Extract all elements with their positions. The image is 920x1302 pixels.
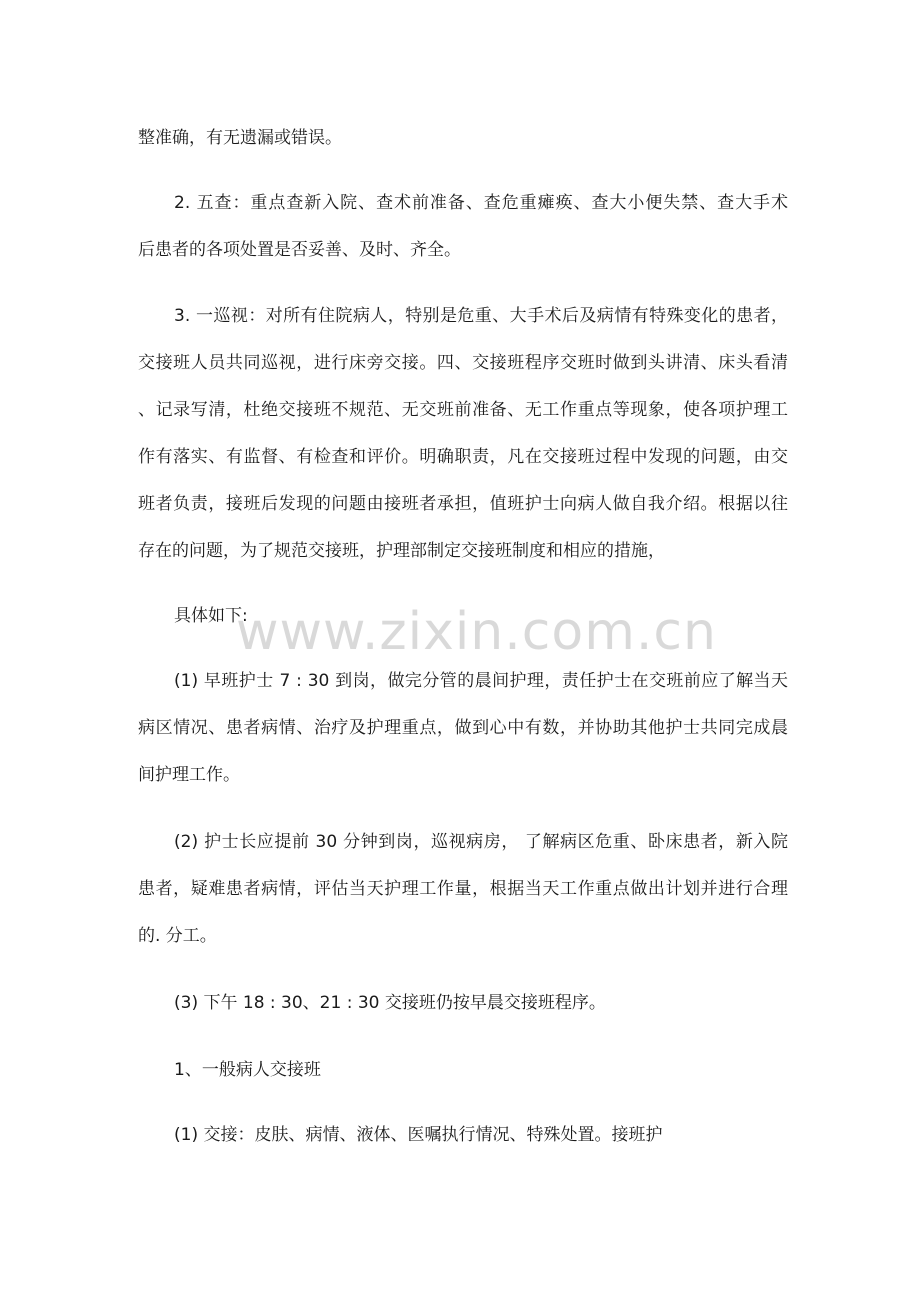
paragraph-line: 病区情况、患者病情、治疗及护理重点，做到心中有数，并协助其他护士共同完成晨 — [138, 718, 788, 738]
paragraph-line: 2. 五查：重点查新入院、查术前准备、查危重瘫痪、查大小便失禁、查大手术 — [174, 193, 788, 213]
paragraph-line: (3) 下午 18 : 30、21 : 30 交接班仍按早晨交接班程序。 — [174, 993, 606, 1013]
watermark-text: www.zixin.com.cn — [236, 602, 717, 662]
paragraph-line: (1) 交接：皮肤、病情、液体、医嘱执行情况、特殊处置。接班护 — [174, 1125, 663, 1145]
paragraph-line: 、记录写清，杜绝交接班不规范、无交班前准备、无工作重点等现象，使各项护理工 — [138, 400, 788, 420]
paragraph-line: 间护理工作。 — [138, 765, 240, 785]
paragraph-line: 的. 分工。 — [138, 926, 217, 946]
paragraph-line: 交接班人员共同巡视，进行床旁交接。四、交接班程序交班时做到头讲清、床头看清 — [138, 353, 788, 373]
paragraph-line: 3. 一巡视：对所有住院病人，特别是危重、大手术后及病情有特殊变化的患者， — [174, 306, 788, 326]
paragraph-line: 作有落实、有监督、有检查和评价。明确职责，凡在交接班过程中发现的问题，由交 — [138, 447, 788, 467]
section-heading: 1、一般病人交接班 — [174, 1060, 321, 1080]
paragraph-line: (1) 早班护士 7 : 30 到岗，做完分管的晨间护理，责任护士在交班前应了解当天 — [174, 671, 788, 691]
paragraph-line: 患者，疑难患者病情，评估当天护理工作量，根据当天工作重点做出计划并进行合理 — [138, 879, 788, 899]
paragraph-line: 具体如下: — [174, 606, 248, 626]
paragraph-line: (2) 护士长应提前 30 分钟到岗，巡视病房， 了解病区危重、卧床患者，新入院 — [174, 832, 788, 852]
paragraph-line: 后患者的各项处置是否妥善、及时、齐全。 — [138, 240, 461, 260]
paragraph-line: 整准确，有无遗漏或错误。 — [138, 128, 342, 148]
paragraph-line: 存在的问题，为了规范交接班，护理部制定交接班制度和相应的措施， — [138, 541, 665, 561]
paragraph-line: 班者负责，接班后发现的问题由接班者承担，值班护士向病人做自我介绍。根据以往 — [138, 494, 788, 514]
